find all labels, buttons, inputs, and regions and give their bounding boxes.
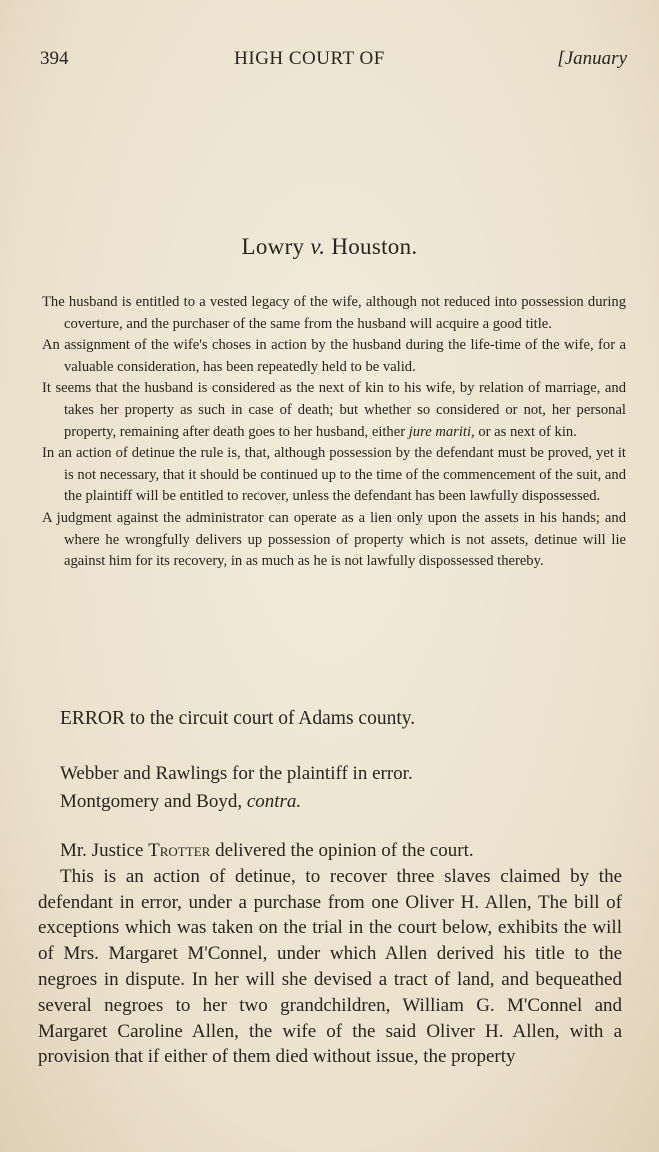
counsel-defendant (60, 788, 413, 816)
running-title: HIGH COURT OF (234, 48, 385, 69)
defendant-name: Houston. (331, 234, 418, 259)
syllabus (42, 292, 626, 573)
counsel-contra: contra. (246, 791, 302, 812)
syllabus-paragraph: The husband is entitled to a vested legacy of the wife, although not reduced into possession during coverture, and the purchaser of the same from the husband will acquire a good title. (42, 294, 626, 332)
opinion-intro-text: Mr. Justice (60, 840, 149, 861)
counsel-block (60, 760, 413, 816)
versus: v. (310, 234, 326, 259)
syllabus-paragraph: A judgment against the administrator can operate as a lien only upon the assets in his hands; and where he wrongfully delivers up possession of property which is not assets, detinue will lie against him for its recovery, in as much as he is not lawfully dispossessed thereby. (42, 509, 626, 570)
opinion-intro-text: delivered the opinion of the court. (210, 840, 474, 861)
error-line: ERROR to the circuit court of Adams county. (60, 708, 416, 729)
running-header (40, 46, 629, 76)
page-number: 394 (40, 48, 69, 69)
plaintiff-name: Lowry (241, 234, 305, 259)
counsel-plaintiff: Webber and Rawlings for the plaintiff in error. (60, 763, 413, 784)
syllabus-text: It seems that the husband is considered as the next of kin to his wife, by relation of marriage, and takes her property as such in case of death; but whether so considered or not, her personal property, remaining after death goes to her husband, either (42, 380, 626, 440)
justice-name: Trotter (148, 840, 211, 861)
counsel-names: Montgomery and Boyd, (60, 791, 247, 812)
syllabus-paragraph: In an action of detinue the rule is, that, although possession by the defendant must be proved, yet it is not necessary, that it should be continued up to the time of the commencement of the suit, and the plaintiff will be entitled to recover, unless the defendant has been lawfully dispossessed. (42, 445, 626, 505)
opinion (38, 838, 622, 1070)
syllabus-paragraph (42, 378, 626, 443)
syllabus-latin-phrase: jure mariti, (408, 423, 475, 440)
syllabus-text: or as next of kin. (474, 423, 577, 440)
case-title (0, 234, 659, 260)
running-month: [January (557, 48, 627, 69)
syllabus-paragraph: An assignment of the wife's choses in action by the husband during the life-time of the wife, for a valuable consideration, has been repeatedly held to be valid. (42, 337, 626, 375)
opinion-intro (38, 838, 622, 864)
opinion-body: This is an action of detinue, to recover three slaves claimed by the defendant in error, under a purchase from one Oliver H. Allen, The bill of exceptions which was taken on the trial in the court below, exhibits the will of Mrs. Margaret M'Connel, under which Allen derived his title to the negroes in dispute. In her will she devised a tract of land, and bequeathed several negroes to her two grandchildren, William G. M'Connel and Margaret Caroline Allen, the wife of the said Oliver H. Allen, with a provision that if either of them died without issue, the property (38, 865, 622, 1068)
